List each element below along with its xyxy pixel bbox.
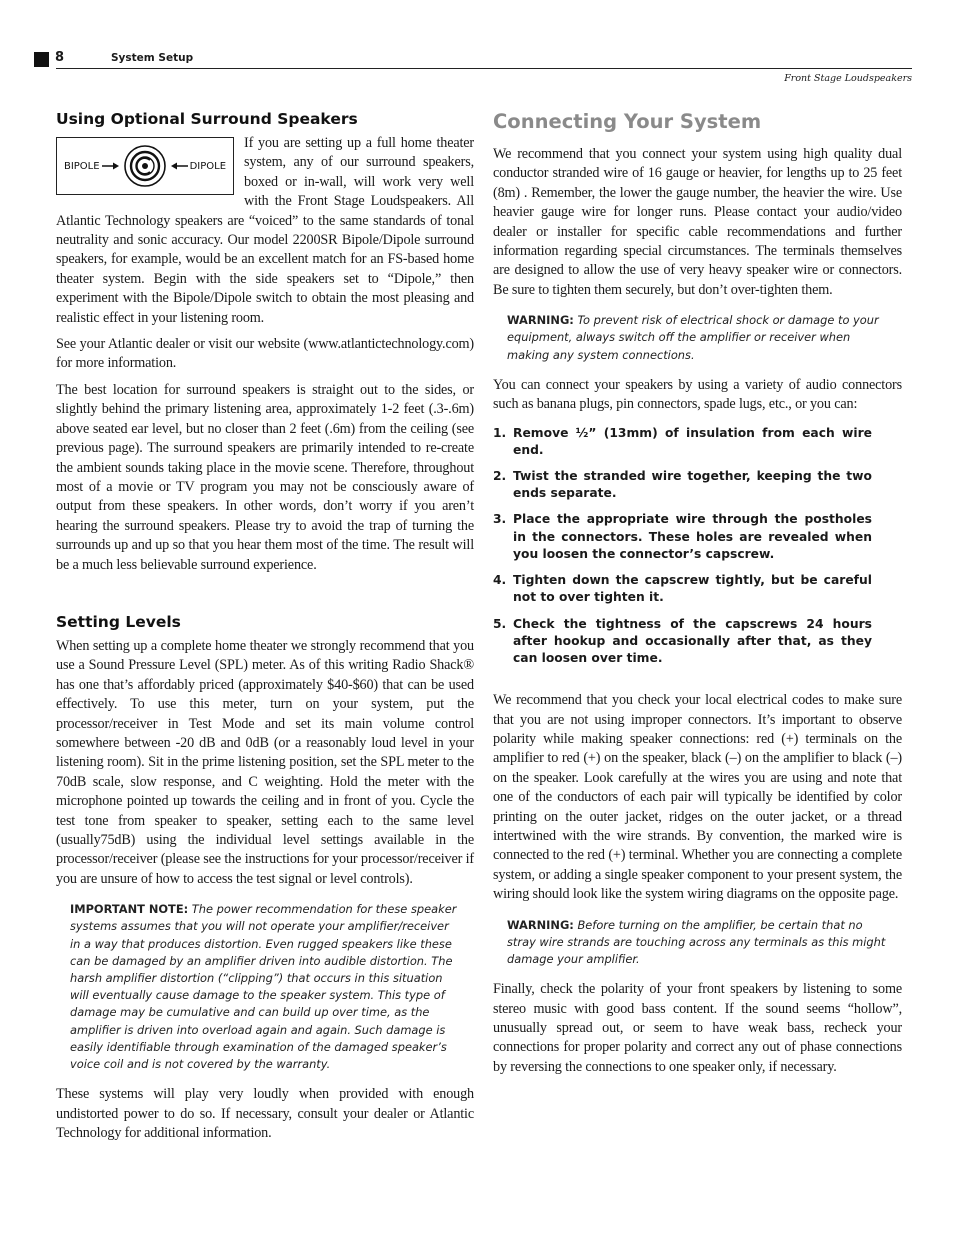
bipole-dipole-figure	[56, 137, 234, 195]
header-marker	[34, 52, 49, 67]
bipole-label: BIPOLE	[63, 160, 100, 172]
connecting-paragraph-1: We recommend that you connect your system using high quality dual conductor stranded wire of 16 gauge or heavier, for lengths up to 25 feet (8m) . Remember, the lower the gauge number, the heavier the wire. Use heavier gauge wire for longer runs. Please contact your audio/video dealer or installer for specific cable recommendations and further information regarding special circumstances. The terminals themselves are designed to allow the use of very heavy speaker wire or connectors. Be sure to tighten them securely, but don’t over-tighten them.	[493, 146, 902, 298]
rotary-switch-icon	[120, 143, 170, 189]
dipole-label: DIPOLE	[189, 160, 227, 172]
important-note	[70, 901, 460, 1073]
list-item: 3. Place the appropriate wire through the postholes in the connectors. These holes are revealed when you loosen the connector’s capscrew.	[493, 512, 872, 561]
surround-paragraph-2: See your Atlantic dealer or visit our website (www.atlantictechnology.com) for more information.	[56, 336, 474, 372]
connecting-paragraph-4: Finally, check the polarity of your front speakers by listening to some stereo music with good bass content. If the sound seems “hollow”, unusually spread out, or seem to have weak bass, recheck your connections for proper polarity and correct any out of phase connections by reversing the connections to one speaker only, if necessary.	[493, 981, 902, 1075]
surround-paragraph-3: The best location for surround speakers is straight out to the sides, or slightly behind the primary listening area, approximately 1-2 feet (.3-.6m) above seated ear level, but no closer than 2 feet (.6m) from the ceiling (see previous page). The surround speakers are primarily intended to re-create the ambient sounds taking place in the movie scene. Therefore, throughout most of a movie or TV program you may not be consciously aware of output from these speakers. In other words, don’t worry if you aren’t hearing the surround speakers. Please try to avoid the trap of turning the surrounds up and up so that you hear them most of the time. The result will be a much less believable surround experience.	[56, 381, 474, 573]
list-item: 4. Tighten down the capscrew tightly, but be careful not to over tighten it.	[493, 573, 872, 605]
left-column	[56, 110, 474, 1150]
section-title: System Setup	[111, 52, 194, 64]
levels-paragraph-1: When setting up a complete home theater we strongly recommend that you use a Sound Pressure Level (SPL) meter. As of this writing Radio Shack® has one that’s affordably priced (approximately $40-$60) that can be used effectively. To use this meter, turn on your system, put the processor/receiver in Test Mode and set its main volume control somewhere between -20 dB and 0dB (or a reasonably loud level in your listening room). Sit in the prime listening position, set the SPL meter to the 70dB scale, slow response, and C weighting. Hold the meter with the microphone pointed up towards the ceiling and in front of you. Cycle the test tone from speaker to speaker, setting each to the same level (usually75dB) using the individual level settings available in the processor/receiver (please see the instructions for your processor/receiver if you are unsure of how to access the test signal or level controls).	[56, 637, 474, 887]
connection-steps	[493, 425, 872, 667]
warning-note-2	[507, 917, 888, 969]
surround-heading: Using Optional Surround Speakers	[56, 110, 358, 128]
important-note-text: The power recommendation for these speaker systems assumes that you will not operate your amplifier/receiver in a way that produces distortion. Even rugged speakers like these can be damaged by an amplifier driven into audible distortion. The harsh amplifier distortion (“clipping”) that occurs in this situation will eventually cause damage to the speaker system. This type of damage may be cumulative and can build up over time, as the amplifier is driven into overload again and again. Such damage is easily identifiable through examination of the damaged speaker’s voice coil and is not covered by the warranty.	[70, 902, 457, 1072]
warning-1-label: WARNING:	[507, 313, 574, 328]
list-item: 5. Check the tightness of the capscrews 24 hours after hookup and occasionally after that, as they can loosen over time.	[493, 616, 872, 665]
arrow-left-icon	[170, 161, 190, 171]
product-name: Front Stage Loudspeakers	[784, 73, 912, 84]
list-item: 2. Twist the stranded wire together, keeping the two ends separate.	[493, 469, 872, 501]
warning-2-label: WARNING:	[507, 917, 574, 932]
page-number: 8	[55, 50, 65, 65]
levels-heading: Setting Levels	[56, 612, 181, 631]
connecting-paragraph-2: You can connect your speakers by using a variety of audio connectors such as banana plugs, pin connectors, spade lugs, etc., or you can:	[493, 376, 902, 413]
warning-note-1	[507, 312, 888, 364]
arrow-right-icon	[100, 161, 120, 171]
list-item: 1. Remove ½” (13mm) of insulation from each wire end.	[493, 425, 872, 457]
warning-1-text: To prevent risk of electrical shock or damage to your equipment, always switch off the amplifier or receiver when making any system connections.	[507, 313, 879, 362]
warning-2-text: Before turning on the amplifier, be certain that no stray wire strands are touching across any terminals as this might damage your amplifier.	[507, 917, 886, 966]
connecting-heading: Connecting Your System	[493, 110, 762, 133]
levels-paragraph-2: These systems will play very loudly when provided with enough undistorted power to do so. If necessary, consult your dealer or Atlantic Technology for additional information.	[56, 1086, 474, 1142]
surround-paragraph-1: If you are setting up a full home theater system, any of our surround speakers, boxed or in-wall, will work very well with the Front Stage Loudspeakers. All Atlantic Technology speakers are “voiced” to the same standards of tonal neutrality and sonic accuracy. Our model 2200SR Bipole/Dipole surround speakers, for example, would be an excellent match for an FS-based home theater system. Begin with the side speakers set to “Dipole,” then experiment with the Bipole/Dipole switch to obtain the most pleasing and realistic effect in your listening room.	[56, 135, 474, 326]
header-rule	[56, 68, 912, 69]
right-column	[493, 110, 902, 1084]
important-note-label: IMPORTANT NOTE:	[70, 902, 189, 917]
connecting-paragraph-3: We recommend that you check your local electrical codes to make sure that you are not using improper connectors. It’s important to observe polarity while making speaker connections: red (+) terminals on the amplifier to red (+) on the speaker, black (–) on the amplifier to black (–) on the speaker. Look carefully at the wires you are using and note that one of the conductors of each pair will typically be identified by color printing on the outer jacket, ridges on the outer jacket, or a thread intertwined with the wire strands. By convention, the marked wire is connected to the red (+) terminal. Whether you are connecting a complete system, or adding a single speaker component to your present system, the wiring should look like the system wiring diagrams on the opposite page.	[493, 692, 902, 903]
